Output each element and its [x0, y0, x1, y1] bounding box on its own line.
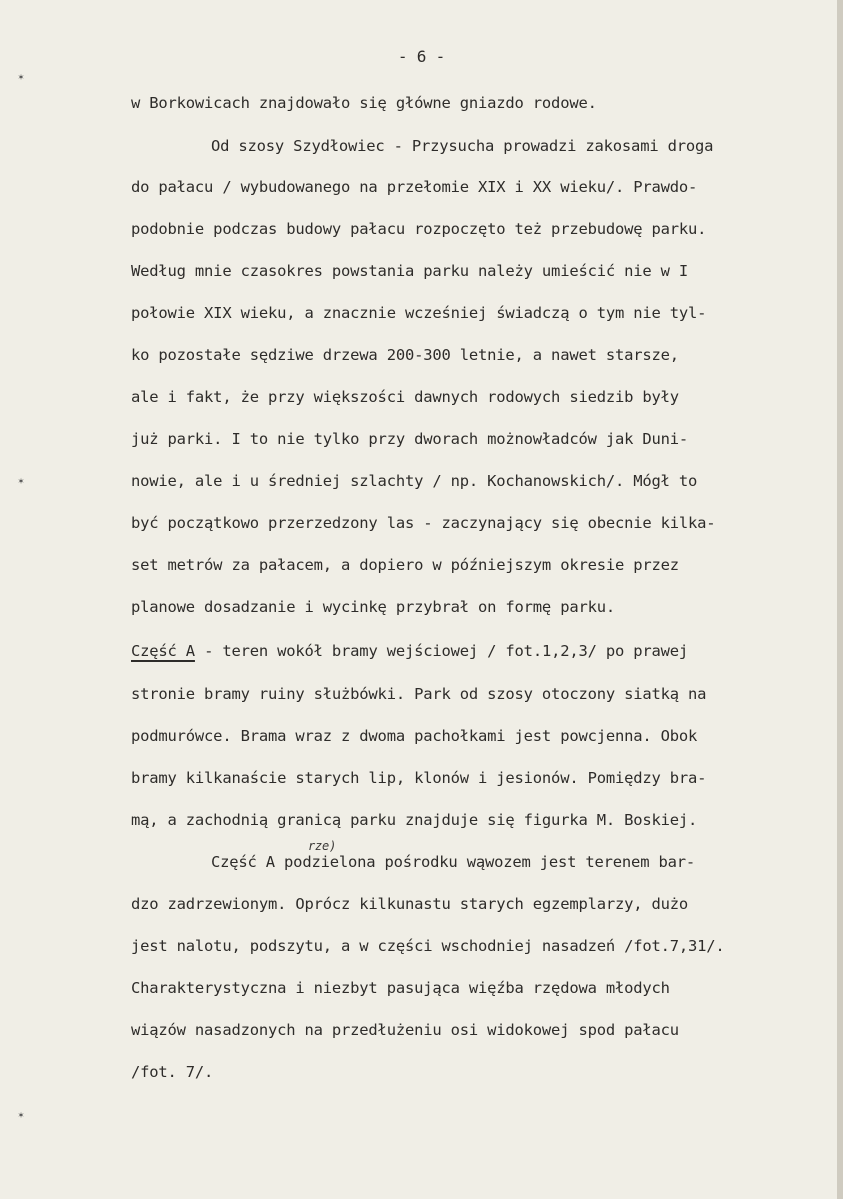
text-line: bramy kilkanaście starych lip, klonów i jesionów. Pomiędzy bra- — [131, 769, 707, 787]
text-line: ko pozostałe sędziwe drzewa 200-300 letnie, a nawet starsze, — [131, 346, 679, 364]
text-line: w Borkowicach znajdowało się główne gniazdo rodowe. — [131, 94, 597, 112]
section-heading-line — [131, 642, 688, 660]
text-line: planowe dosadzanie i wycinkę przybrał on formę parku. — [131, 598, 615, 616]
text-line: jest nalotu, podszytu, a w części wschodniej nasadzeń /fot.7,31/. — [131, 937, 725, 955]
text-line: podmurówce. Brama wraz z dwoma pachołkami jest powcjenna. Obok — [131, 727, 698, 745]
text-line: Część A podzielona pośrodku wąwozem jest terenem bar- — [211, 853, 695, 871]
text-line: wiązów nasadzonych na przedłużeniu osi widokowej spod pałacu — [131, 1021, 679, 1039]
page-edge — [837, 0, 843, 1199]
margin-mark: ✶ — [18, 72, 24, 83]
text-line: Według mnie czasokres powstania parku należy umieścić nie w I — [131, 262, 689, 280]
margin-mark: ✶ — [18, 476, 24, 487]
text-line: ale i fakt, że przy większości dawnych rodowych siedzib były — [131, 388, 679, 406]
text-line: Od szosy Szydłowiec - Przysucha prowadzi zakosami droga — [211, 137, 714, 155]
text-line: już parki. I to nie tylko przy dworach możnowładców jak Duni- — [131, 430, 689, 448]
text-line: do pałacu / wybudowanego na przełomie XIX i XX wieku/. Prawdo- — [131, 178, 698, 196]
text-line: /fot. 7/. — [131, 1063, 214, 1081]
text-line: set metrów za pałacem, a dopiero w późniejszym okresie przez — [131, 556, 679, 574]
text-line: - teren wokół bramy wejściowej / fot.1,2,3/ po prawej — [194, 642, 689, 660]
text-line: podobnie podczas budowy pałacu rozpoczęto też przebudowę parku. — [131, 220, 707, 238]
text-line: dzo zadrzewionym. Oprócz kilkunastu starych egzemplarzy, dużo — [131, 895, 689, 913]
text-line: mą, a zachodnią granicą parku znajduje się figurka M. Boskiej. — [131, 811, 698, 829]
section-heading: Część A — [131, 642, 195, 660]
text-line: być początkowo przerzedzony las - zaczynający się obecnie kilka- — [131, 514, 716, 532]
text-line: nowie, ale i u średniej szlachty / np. Kochanowskich/. Mógł to — [131, 472, 698, 490]
page-number: - 6 - — [397, 47, 446, 66]
margin-mark: ✶ — [18, 1110, 24, 1121]
text-line: Charakterystyczna i niezbyt pasująca więźba rzędowa młodych — [131, 979, 670, 997]
handwritten-insertion: rze) — [308, 839, 337, 853]
text-line: stronie bramy ruiny służbówki. Park od szosy otoczony siatką na — [131, 685, 707, 703]
text-line: połowie XIX wieku, a znacznie wcześniej świadczą o tym nie tyl- — [131, 304, 707, 322]
